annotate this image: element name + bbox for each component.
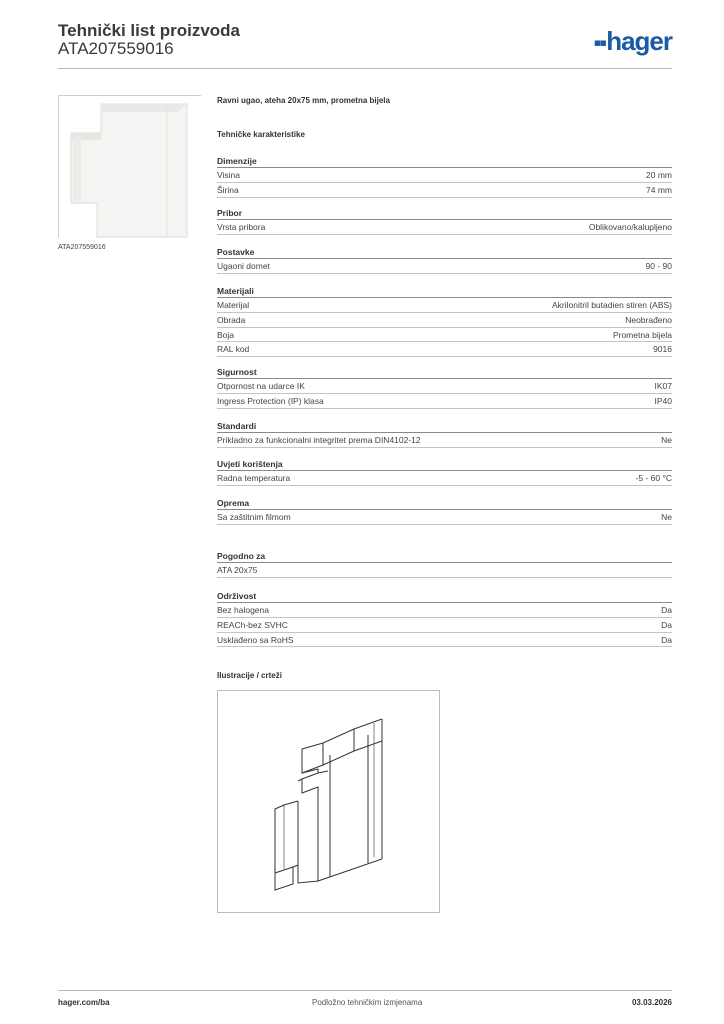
spec-label: Usklađeno sa RoHS (217, 634, 294, 645)
spec-value: IK07 (654, 381, 672, 391)
spec-label: Ingress Protection (IP) klasa (217, 395, 324, 406)
spec-section-title: Oprema (217, 497, 672, 510)
spec-section-title: Uvjeti korištenja (217, 458, 672, 471)
spec-value: 74 mm (646, 184, 672, 195)
spec-label: RAL kod (217, 344, 250, 355)
spec-row (217, 220, 672, 235)
spec-section-title: Pogodno za (217, 550, 672, 563)
spec-label: Otpornost na udarce IK (217, 381, 305, 391)
spec-value: Da (661, 605, 672, 615)
spec-section-title: Postavke (217, 246, 672, 259)
spec-row (217, 168, 672, 183)
spec-value: Da (661, 634, 672, 645)
logo-dots: ▪▪ (593, 30, 606, 55)
technical-characteristics-heading: Tehničke karakteristike (217, 130, 305, 139)
spec-label: Vrsta pribora (217, 222, 266, 232)
spec-label: Bez halogena (217, 605, 269, 615)
spec-section (217, 458, 672, 486)
spec-value: Oblikovano/kalupljeno (588, 222, 672, 232)
spec-section-title: Održivost (217, 590, 672, 603)
spec-value: 90 - 90 (645, 261, 672, 271)
spec-label: ATA 20x75 (217, 565, 258, 575)
spec-row (217, 298, 672, 313)
spec-section-title: Sigurnost (217, 366, 672, 379)
spec-value: -5 - 60 °C (635, 473, 672, 483)
spec-section-title: Dimenzije (217, 155, 672, 168)
footer-note: Podložno tehničkim izmjenama (312, 998, 423, 1007)
spec-row (217, 328, 672, 343)
spec-row (217, 510, 672, 525)
footer-divider (58, 990, 672, 991)
spec-section-title: Materijali (217, 285, 672, 298)
spec-label: Širina (217, 184, 239, 195)
spec-section (217, 246, 672, 274)
spec-section (217, 285, 672, 357)
product-photo (58, 95, 201, 238)
technical-drawing-graphic (218, 691, 441, 914)
spec-row (217, 563, 672, 578)
spec-section (217, 420, 672, 448)
spec-row (217, 183, 672, 198)
spec-label: Materijal (217, 300, 250, 310)
spec-value: Da (661, 619, 672, 630)
product-name: Ravni ugao, ateha 20x75 mm, prometna bijela (217, 96, 390, 105)
product-code: ATA207559016 (58, 39, 174, 58)
footer-website-link[interactable]: hager.com/ba (58, 998, 110, 1007)
product-photo-graphic (59, 96, 202, 239)
spec-label: Prikladno za funkcionalni integritet prema DIN4102-12 (217, 435, 421, 445)
spec-label: Radna temperatura (217, 473, 291, 483)
spec-row (217, 471, 672, 486)
spec-label: Boja (217, 329, 235, 340)
spec-value: 9016 (653, 344, 672, 355)
spec-row (217, 618, 672, 633)
spec-section-title: Standardi (217, 420, 672, 433)
spec-label: Ugaoni domet (217, 261, 270, 271)
spec-section (217, 207, 672, 235)
footer-date: 03.03.2026 (631, 998, 672, 1007)
spec-row (217, 394, 672, 409)
spec-section (217, 550, 672, 578)
spec-label: Sa zaštitnim filmom (217, 512, 291, 522)
spec-value: Prometna bijela (612, 329, 672, 340)
spec-row (217, 379, 672, 394)
spec-value: Ne (661, 435, 672, 445)
logo-text: hager (606, 26, 672, 56)
spec-row (217, 313, 672, 328)
document-title: Tehnički list proizvoda (58, 21, 240, 40)
spec-section (217, 590, 672, 647)
spec-value: Akrilonitril butadien stiren (ABS) (552, 300, 672, 310)
spec-row (217, 633, 672, 648)
spec-section-title: Pribor (217, 207, 672, 220)
spec-section (217, 497, 672, 525)
illustrations-heading: Ilustracije / crteži (217, 671, 282, 680)
spec-section (217, 366, 672, 409)
header-divider (58, 68, 672, 69)
spec-row (217, 433, 672, 448)
spec-section (217, 155, 672, 198)
technical-drawing (217, 690, 440, 913)
spec-row (217, 259, 672, 274)
spec-row (217, 603, 672, 618)
product-image-caption: ATA207559016 (58, 244, 106, 251)
spec-value: IP40 (654, 395, 672, 406)
spec-value: Ne (661, 512, 672, 522)
hager-logo (594, 26, 672, 57)
spec-label: REACh-bez SVHC (217, 619, 288, 630)
spec-label: Obrada (217, 314, 246, 325)
spec-label: Visina (217, 170, 240, 180)
spec-value: 20 mm (646, 170, 672, 180)
spec-value: Neobrađeno (625, 314, 672, 325)
spec-row (217, 342, 672, 357)
